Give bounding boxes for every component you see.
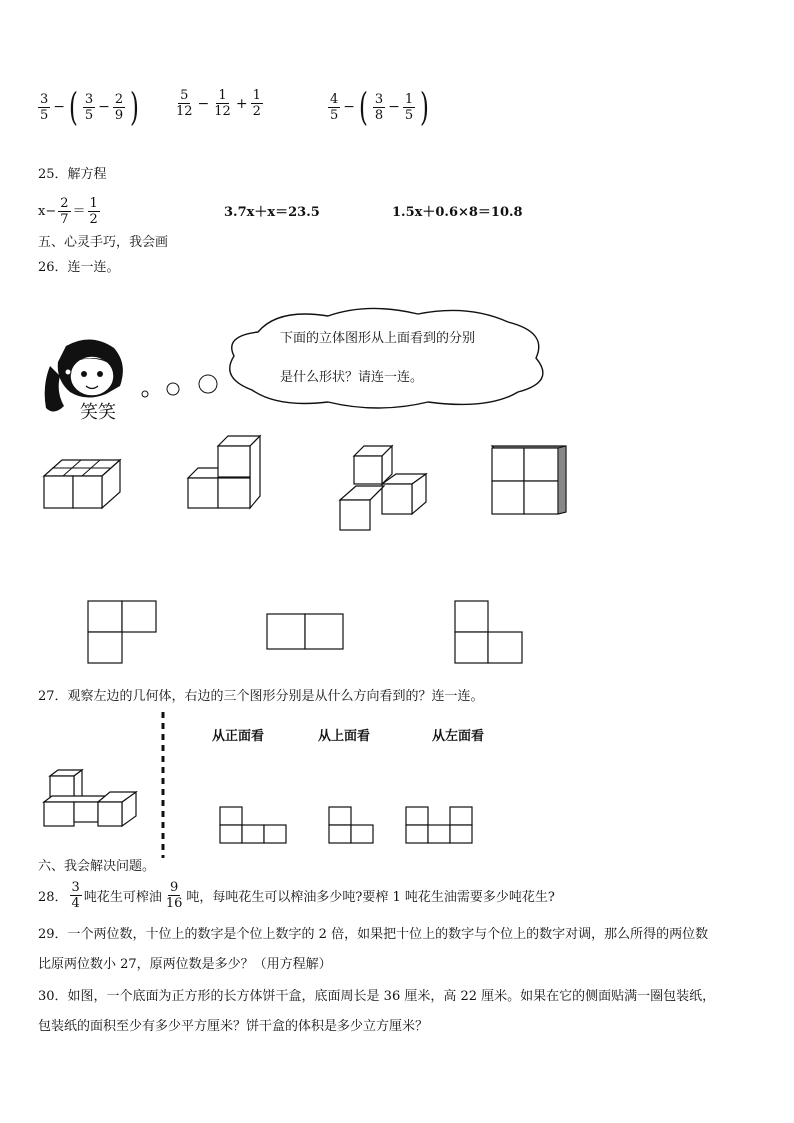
q25-equation-3: 1.5x＋0.6×8＝10.8 [392, 205, 523, 220]
thought-cloud [218, 306, 558, 412]
fraction: $\frac{1}{2}$ [89, 196, 98, 227]
top-view-shape-3 [454, 600, 524, 664]
view-shape-a [219, 806, 289, 846]
fraction: $\frac{3}{8}$ [374, 91, 384, 123]
fraction: $\frac{3}{4}$ [71, 880, 80, 911]
q29-line-2: 比原两位数小 27，原两位数是多少？（用方程解） [38, 957, 332, 972]
q26-title: 26．连一连。 [38, 260, 120, 275]
thought-text-line-2: 是什么形状？请连一连。 [280, 370, 424, 385]
solid-figure-1 [44, 454, 124, 510]
solid-figure-4 [492, 446, 568, 516]
q28-text: 28． $\frac{3}{4}$ 吨花生可榨油 $\frac{9}{16}$ 吨，每吨花生可以榨油多少吨?要榨 1 吨花生油需要多少吨花生? [38, 880, 555, 911]
fraction: $\frac{4}{5}$ [330, 91, 339, 123]
q30-line-2: 包装纸的面积至少有多少平方厘米？饼干盒的体积是多少立方厘米？ [38, 1019, 429, 1034]
section-5-heading: 五、心灵手巧，我会画 [38, 235, 169, 250]
q27-title: 27．观察左边的几何体，右边的三个图形分别是从什么方向看到的？连一连。 [38, 689, 484, 704]
dashed-divider [160, 712, 166, 858]
calc-expression-2: $\frac{5}{12}$ − $\frac{1}{12}$ + $\frac{1}{2}$ [176, 88, 261, 119]
label-front-view: 从正面看 [212, 729, 265, 744]
thought-text-line-1: 下面的立体图形从上面看到的分别 [280, 331, 476, 346]
top-view-shape-1 [88, 600, 158, 664]
calc-expression-1: $\frac{3}{5}$ − ( $\frac{3}{5}$ − $\frac{2}{9}$ ) [40, 85, 140, 129]
q27-solid [44, 770, 144, 830]
fraction: $\frac{1}{2}$ [252, 88, 261, 119]
fraction: $\frac{2}{9}$ [114, 91, 124, 123]
section-6-heading: 六、我会解决问题。 [38, 859, 156, 874]
fraction: $\frac{1}{12}$ [214, 88, 231, 119]
solid-figure-2 [188, 436, 268, 510]
fraction: $\frac{5}{12}$ [176, 88, 193, 119]
thought-dots [140, 374, 220, 404]
view-shape-c [405, 806, 475, 846]
q25-equation-2: 3.7x＋x＝23.5 [224, 205, 320, 220]
q25-equation-1: x− $\frac{2}{7}$ ＝ $\frac{1}{2}$ [38, 196, 98, 227]
view-shape-b [328, 806, 376, 846]
girl-name: 笑笑 [80, 402, 116, 423]
calc-expression-3: $\frac{4}{5}$ − ( $\frac{3}{8}$ − $\frac{1}{5}$ ) [330, 85, 430, 129]
fraction: $\frac{3}{5}$ [40, 91, 49, 123]
label-top-view: 从上面看 [318, 729, 371, 744]
fraction: $\frac{2}{7}$ [60, 196, 69, 227]
q25-title: 25．解方程 [38, 167, 107, 182]
fraction: $\frac{3}{5}$ [84, 91, 94, 123]
q30-line-1: 30．如图，一个底面为正方形的长方体饼干盒，底面周长是 36 厘米，高 22 厘米。如果在它的侧面贴满一圈包装纸， [38, 989, 716, 1004]
fraction: $\frac{1}{5}$ [404, 91, 414, 123]
fraction: $\frac{9}{16}$ [165, 880, 183, 911]
q29-line-1: 29．一个两位数，十位上的数字是个位上数字的 2 倍，如果把十位上的数字与个位上的数字对调，那么所得的两位数 [38, 927, 709, 942]
label-left-view: 从左面看 [432, 729, 485, 744]
top-view-shape-2 [266, 613, 346, 651]
solid-figure-3 [340, 446, 430, 532]
